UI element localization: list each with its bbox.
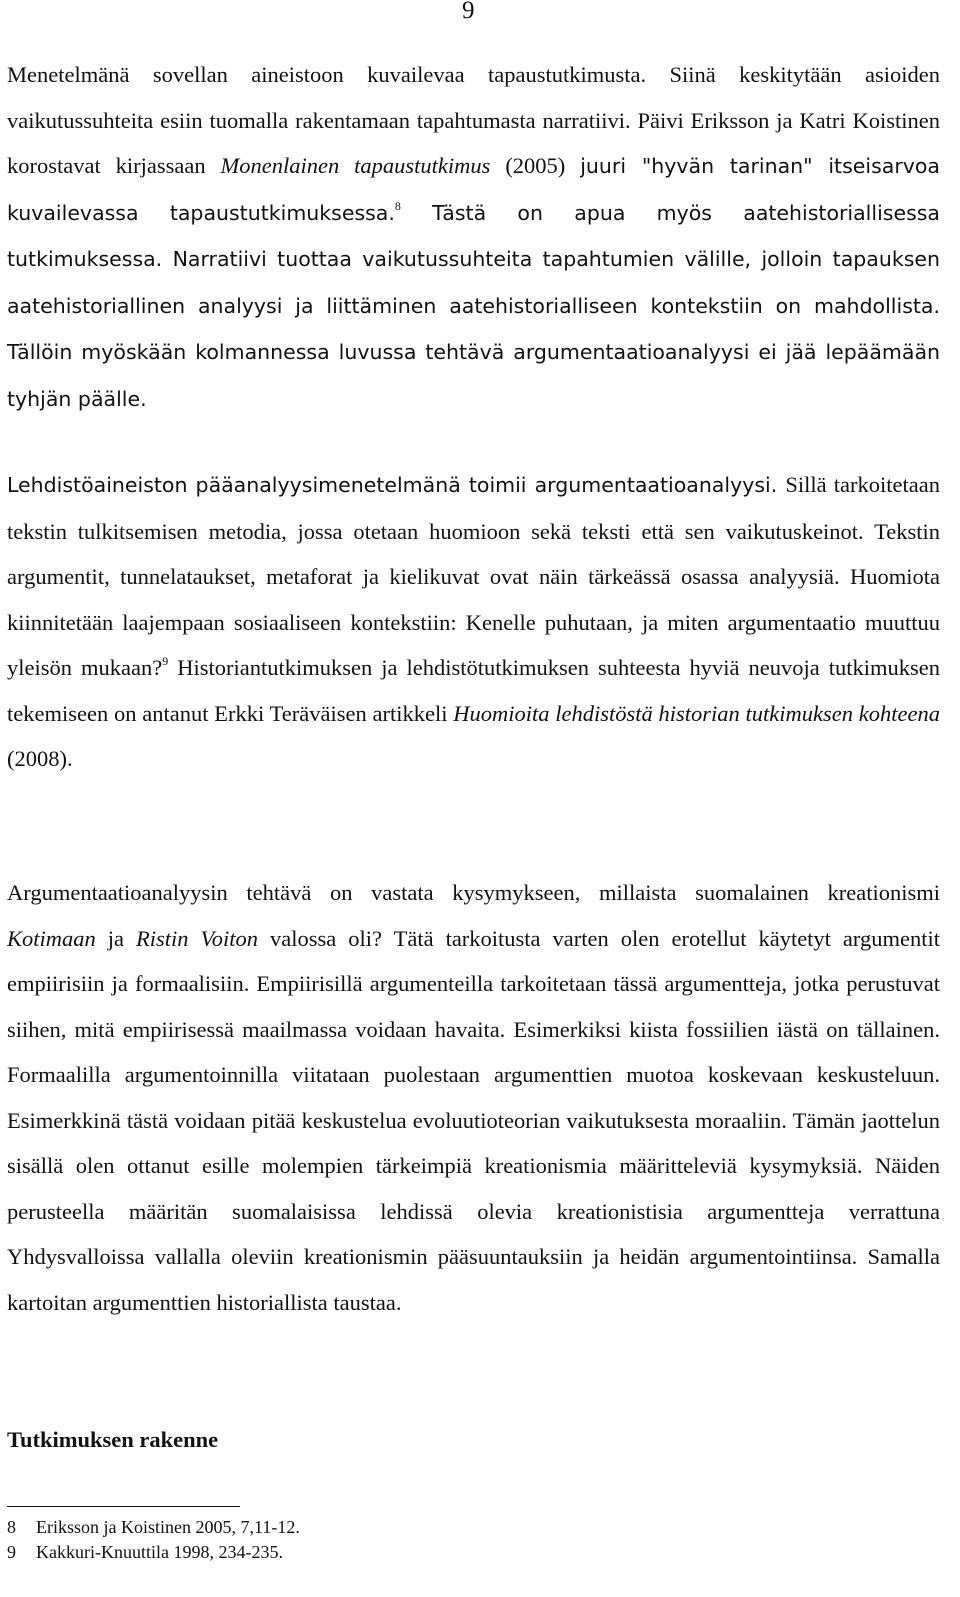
footnote-9 [7,1540,607,1565]
footnote-ref-8[interactable]: 8 [394,198,401,213]
p1-text-3: juuri "hyvän tarinan" itseisarvoa kuvailevassa tapaustutkimuksessa. [7,154,940,225]
p1-text-1: Menetelmänä sovellan aineistoon kuvailevaa tapaustutkimusta. Siinä keskitytään asioiden vaikutussuhteita esiin tuomalla rakentamaan tapahtumasta narratiivi. Päivi Eriksson ja Katri Koistinen korostavat kirjassaan [7,62,940,178]
article-title: Huomioita lehdistöstä historian tutkimuksen kohteena [453,700,940,726]
footnote-divider [7,1506,240,1507]
footnote-text: Eriksson ja Koistinen 2005, 7,11-12. [36,1517,300,1537]
footnotes [7,1515,607,1565]
p2-text-3: Historiantutkimuksen ja lehdistötutkimuksen suhteesta hyviä neuvoja tutkimuksen tekemiseen on antanut Erkki Teräväisen artikkeli [7,655,940,726]
p1-text-2: (2005) [490,153,581,178]
book-title: Monenlainen tapaustutkimus [220,153,491,178]
newspaper-kotimaa: Kotimaan [7,925,96,951]
footnote-number: 8 [7,1517,16,1537]
footnote-ref-9[interactable]: 9 [162,654,169,668]
footnote-8 [7,1515,607,1540]
p3-text-1: Argumentaatioanalyysin tehtävä on vastata kysymykseen, millaista suomalainen kreationismi [7,880,940,905]
page-number: 9 [462,0,475,24]
p3-text-2: ja [95,925,137,951]
paragraph-method [7,52,940,422]
section-heading: Tutkimuksen rakenne [7,1427,219,1452]
p3-text-3: valossa oli? Tätä tarkoitusta varten olen erotellut käytetyt argumentit empiirisiin ja formaalisiin. Empiirisillä argumenteilla tarkoitetaan tässä argumentteja, jotka perustuvat siihen, mitä empiirisessä maailmassa voidaan havaita. Esimerkiksi kiista fossiilien iästä on tällainen. Formaalilla argumentoinnilla viitataan puolestaan argumenttien muotoa koskevaan keskusteluun. Esimerkkinä tästä voidaan pitää keskustelua evoluutioteorian vaikutuksesta moraaliin. Tämän jaottelun sisällä olen ottanut esille molempien tärkeimpiä kreationismia määritteleviä kysymyksiä. Näiden perusteella määritän suomalaisissa lehdissä olevia kreationistisia argumentteja verrattuna Yhdysvalloissa vallalla oleviin kreationismin pääsuuntauksiin ja heidän argumentointiinsa. Samalla kartoitan argumenttien historiallista taustaa. [7,925,941,1315]
footnote-text: Kakkuri-Knuuttila 1998, 234-235. [36,1542,283,1562]
paragraph-argumentation [7,462,940,782]
footnote-number: 9 [7,1542,16,1562]
p2-text-2: Sillä tarkoitetaan tekstin tulkitsemisen metodia, jossa otetaan huomioon sekä teksti että sen vaikutuskeinot. Tekstin argumentit, tunnelataukset, metaforat ja kielikuvat ovat näin tärkeässä osassa analyysiä. Huomiota kiinnitetään laajempaan sosiaaliseen kontekstiin: Kenelle puhutaan, ja miten argumentaatio muuttuu yleisön mukaan? [7,472,940,680]
p1-text-5: Narratiivi tuottaa vaikutussuhteita tapahtumien välille, jolloin tapauksen aatehistoriallinen analyysi ja liittäminen aatehistorialliseen kontekstiin on mahdollista. Tällöin myöskään kolmannessa luvussa tehtävä argumentaatioanalyysi ei jää lepäämään tyhjän päälle. [7,247,940,411]
p2-text-1: Lehdistöaineiston pääanalyysimenetelmänä toimii argumentaatioanalyysi. [7,473,786,497]
newspaper-ristin-voitto: Ristin Voiton [136,925,259,951]
p1-text-4: Tästä on apua myös aatehistoriallisessa tutkimuksessa. [7,200,940,271]
paragraph-analysis [7,870,940,1325]
p2-text-4: (2008). [7,746,73,771]
